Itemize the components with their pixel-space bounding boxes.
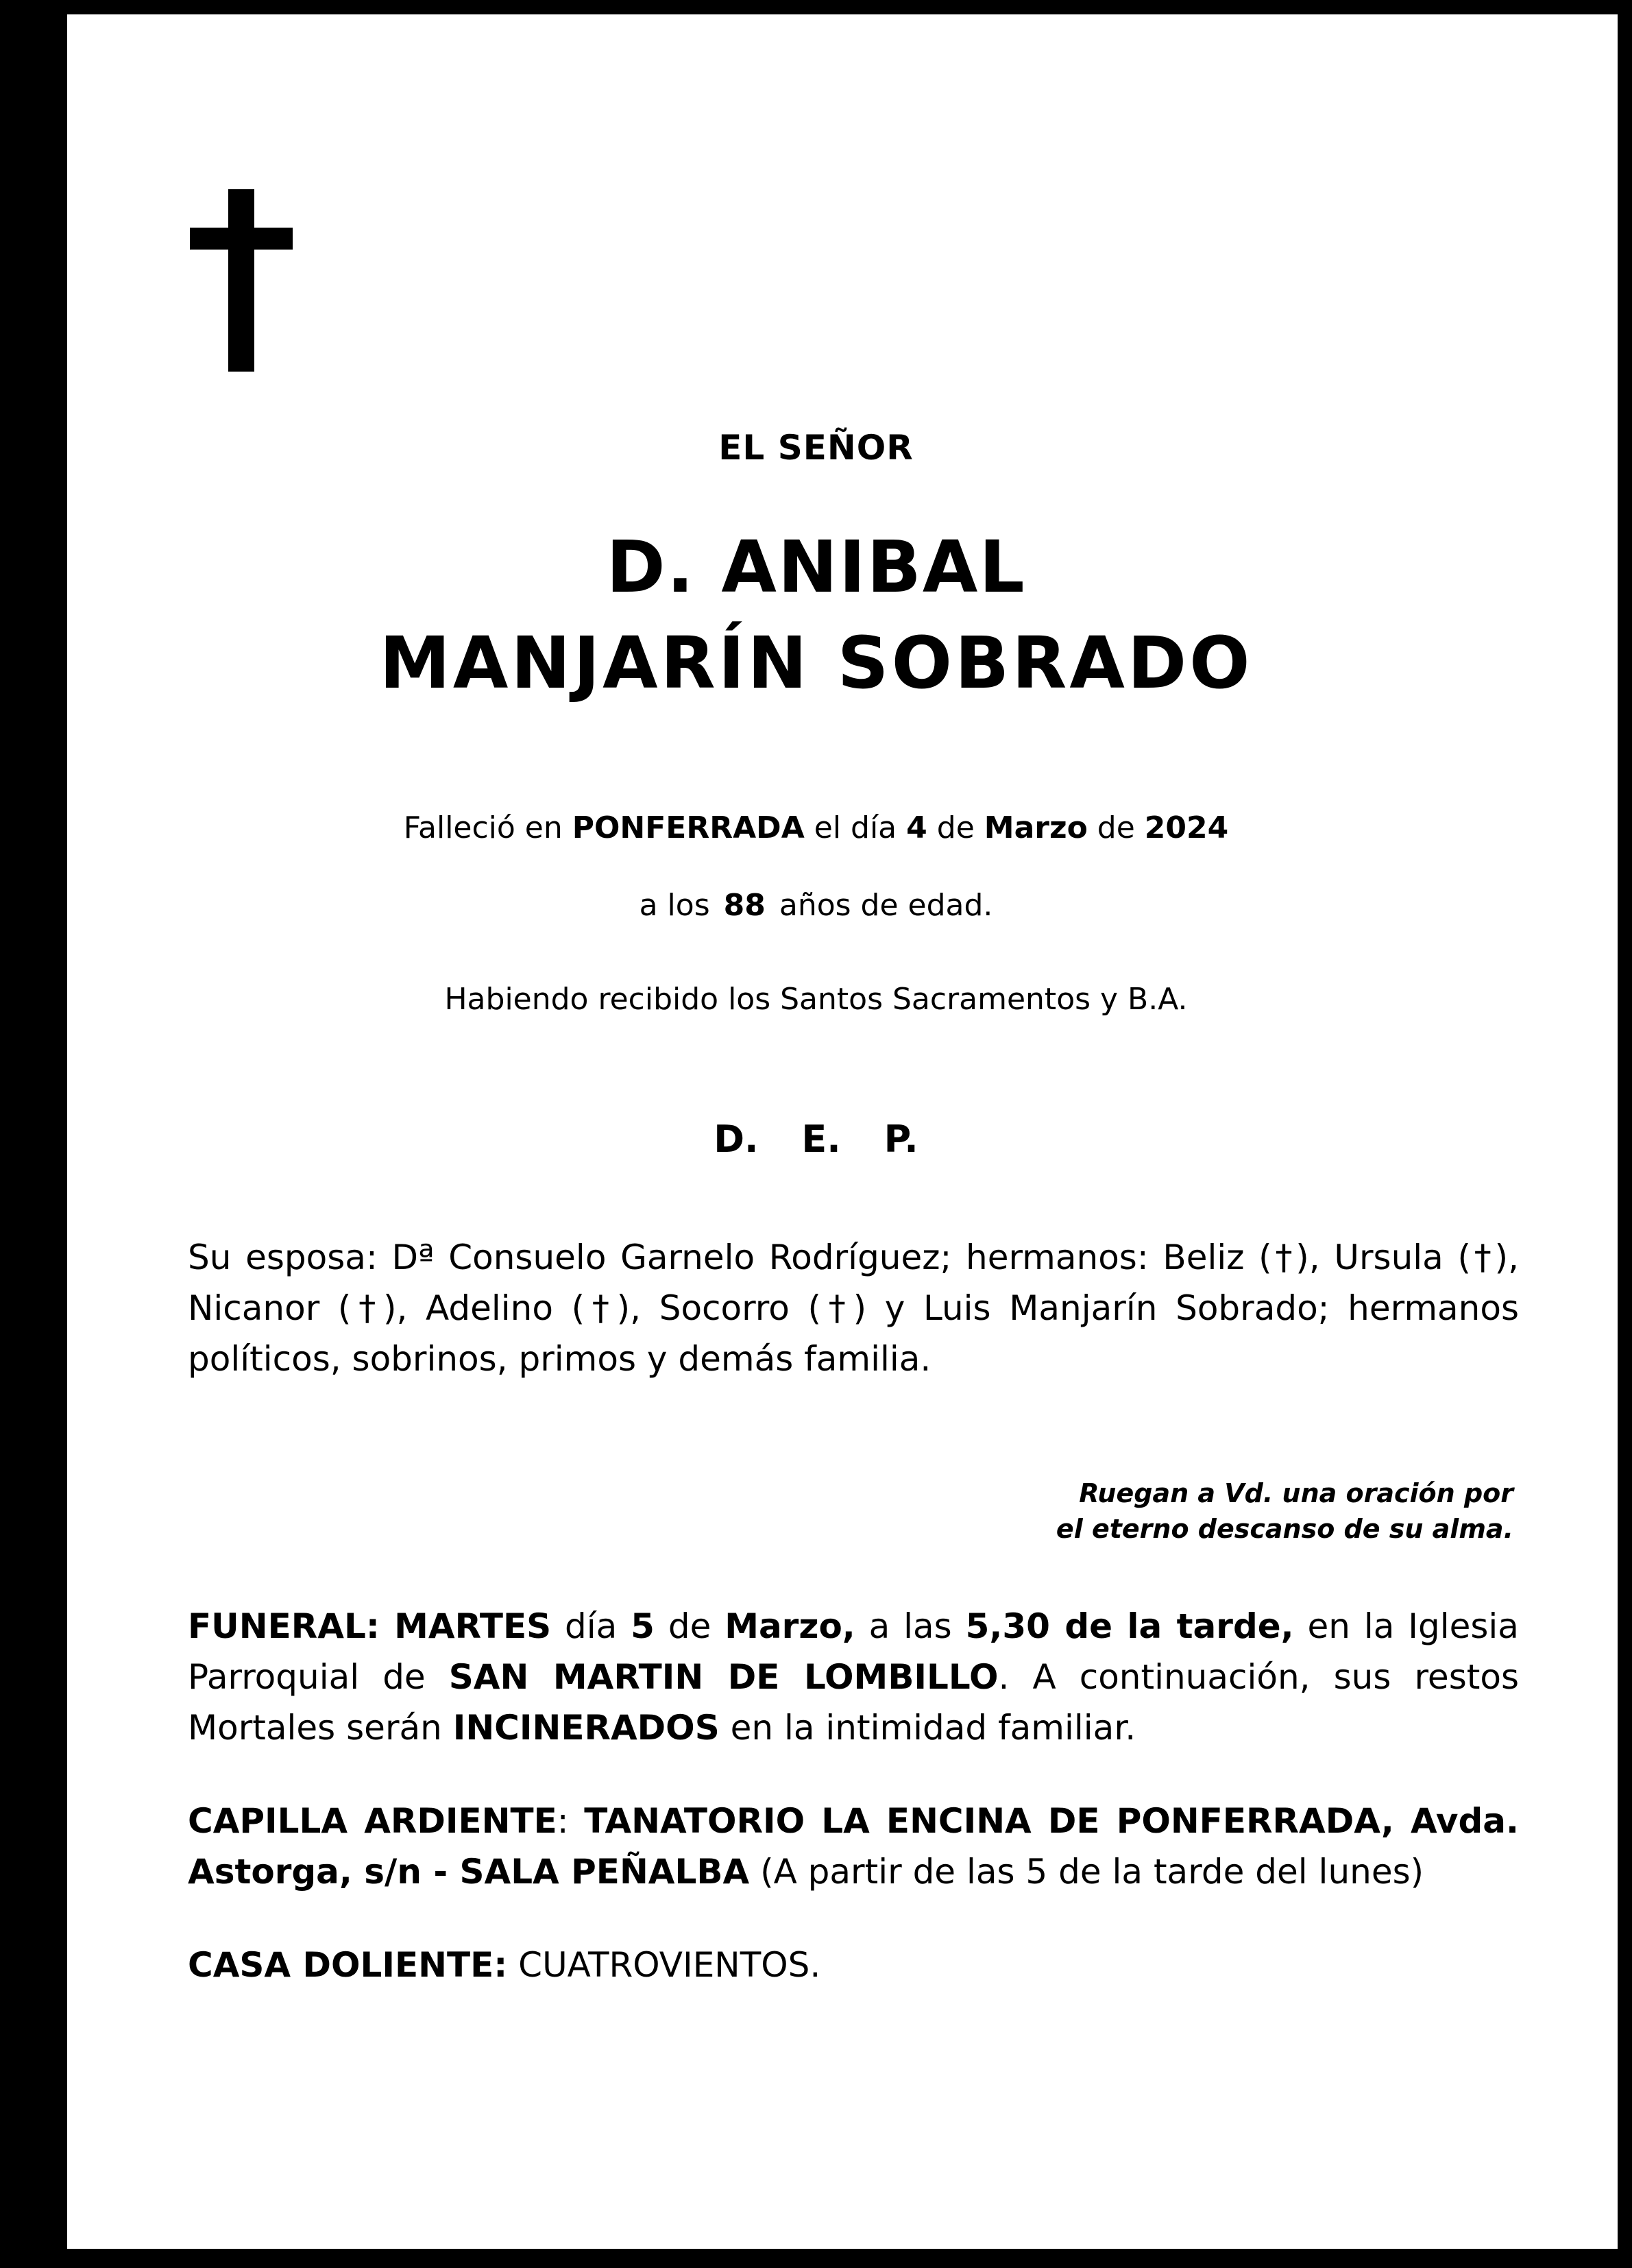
age-info: a los 88 años de edad.	[639, 888, 993, 923]
dep-text: D. E. P.	[714, 1118, 918, 1161]
prayer-request: Ruegan a Vd. una oración por el eterno descanso de su alma.	[1056, 1478, 1513, 1544]
death-info: Falleció en PONFERRADA el día 4 de Marzo de 2024	[403, 810, 1229, 845]
deceased-name-line2: MANJARÍN SOBRADO	[379, 621, 1253, 705]
family-paragraph: Su esposa: Dª Consuelo Garnelo Rodríguez; hermanos: Beliz (†), Ursula (†), Nicanor (†), Adelino (†), Socorro (†) y Luis Manjarín Sobrado; hermanos políticos, sobrinos, primos y demás familia.	[188, 1238, 1519, 1379]
wake-paragraph: CAPILLA ARDIENTE: TANATORIO LA ENCINA DE PONFERRADA, Avda. Astorga, s/n - SALA PEÑALBA (A partir de las 5 de la tarde del lunes)	[188, 1801, 1519, 1892]
cross-icon	[190, 189, 293, 372]
deceased-name-line1: D. ANIBAL	[606, 525, 1026, 609]
funeral-paragraph: FUNERAL: MARTES día 5 de Marzo, a las 5,30 de la tarde, en la Iglesia Parroquial de SAN MARTIN DE LOMBILLO. A continuación, sus restos Mortales serán INCINERADOS en la intimidad familiar.	[188, 1606, 1519, 1748]
mourning-house: CASA DOLIENTE: CUATROVIENTOS.	[188, 1945, 821, 1985]
sacraments-text: Habiendo recibido los Santos Sacramentos y B.A.	[444, 982, 1188, 1017]
intro-title: EL SEÑOR	[718, 428, 914, 468]
